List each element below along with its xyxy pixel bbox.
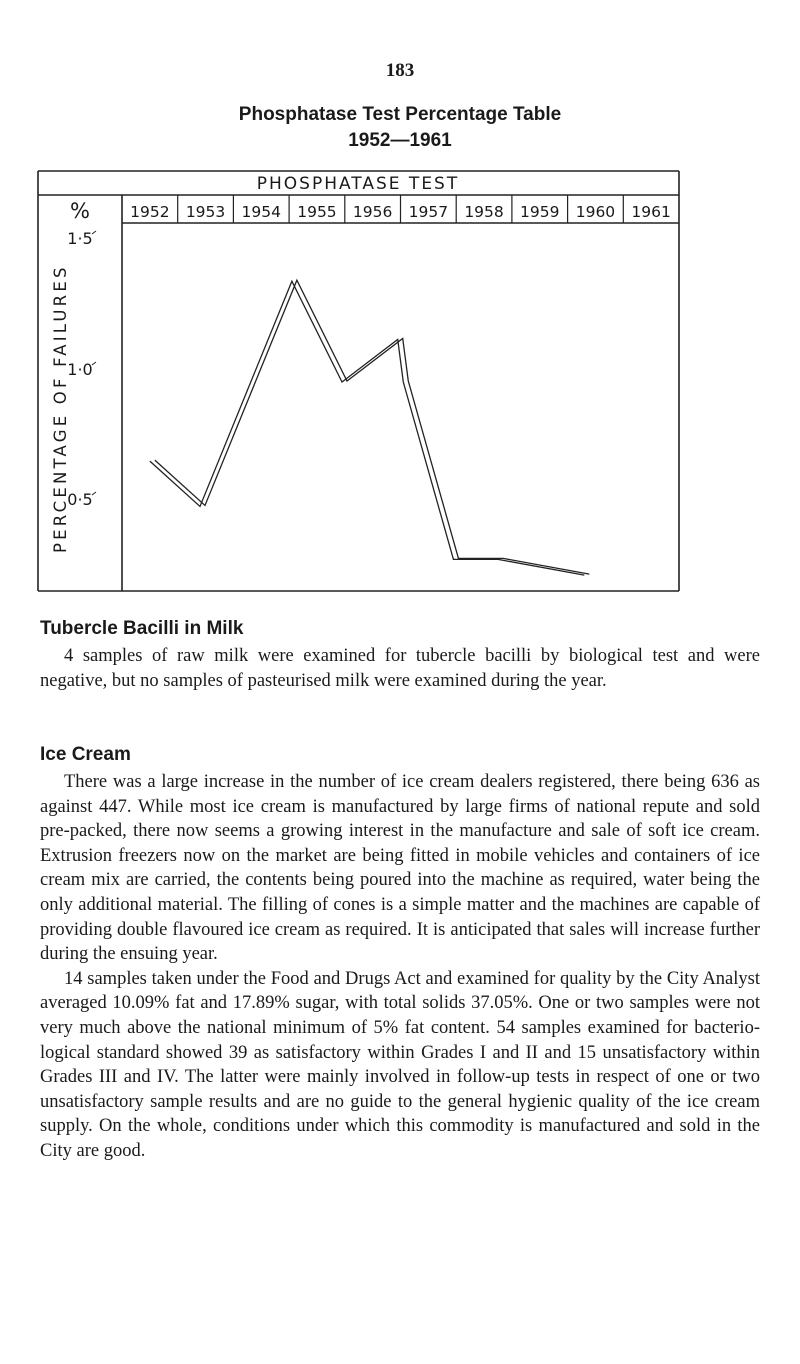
year-label-1954: 1954 [241,203,281,221]
y-tick-label-1·0: 1·0 [67,360,93,379]
year-label-1958: 1958 [464,203,504,221]
ice-cream-heading: Ice Cream [40,744,131,765]
ice-cream-paragraph-1: There was a large increase in the number of ice cream dealers registered, there being 636 as against 447. While most ice cream is manufactured by large firms of national repute and sold pre-packed, there now seems a growing interest in the manufacture and sale of soft ice cream. Extrusion freezers now on the market are being fitted in mobile vehicles and containers of ice cream mix are carried, the contents being poured into the machine as required, water being the only additional material. The filling of cones is a simple matter and the machines are capable of providing double flavoured ice cream as required. It is anticipated that sales will increase further during the ensuing year. [40,772,760,965]
tubercle-body [40,644,760,693]
tubercle-paragraph: 4 samples of raw milk were examined for tubercle bacilli by biological test and were negative, but no samples of pasteurised milk were examined during the year. [40,646,760,691]
y-tick-group [67,229,96,509]
year-label-1957: 1957 [408,203,449,221]
year-label-1961: 1961 [631,203,671,221]
series-line-secondary [155,280,589,574]
ice-cream-paragraph-2: 14 samples taken under the Food and Drugs Act and examined for quality by the City Analyst averaged 10.09% fat and 17.89% sugar, with total solids 37.05%. One or two samples were not very much above the national minimum of 5% fat content. 54 samples examined for bacteriological standard showed 39 as satisfactory within Grades I and II and 15 unsatisfactory within Grades III and IV. The latter were mainly involved in follow-up tests in respect of one or two unsatisfactory sample results and are no guide to the general hygienic quality of the ice cream supply. On the whole, conditions under which this commodity is manufactured and sold in the City are good. [40,968,760,1161]
chart-unit-header: % [70,199,90,223]
year-label-1953: 1953 [185,203,226,221]
series-line-primary [150,281,584,575]
y-tick-label-1·5: 1·5 [67,229,93,248]
y-tick-label-0·5: 0·5 [67,490,93,509]
year-label-1955: 1955 [297,203,337,221]
year-label-1956: 1956 [352,203,393,221]
year-label-1952: 1952 [130,203,170,221]
ice-cream-body [40,770,760,1164]
page-subtitle: 1952—1961 [348,130,452,151]
phosphatase-chart [36,165,684,593]
page-number: 183 [385,60,415,81]
page-title: Phosphatase Test Percentage Table [238,104,562,125]
chart-title: PHOSPHATASE TEST [256,174,460,194]
phosphatase-chart-svg [36,165,684,593]
year-label-1960: 1960 [575,203,616,221]
year-label-1959: 1959 [520,203,560,221]
chart-y-label: PERCENTAGE OF FAILURES [51,264,70,553]
series-group [150,280,589,575]
year-header-cells [130,195,671,223]
tubercle-heading: Tubercle Bacilli in Milk [40,618,244,639]
